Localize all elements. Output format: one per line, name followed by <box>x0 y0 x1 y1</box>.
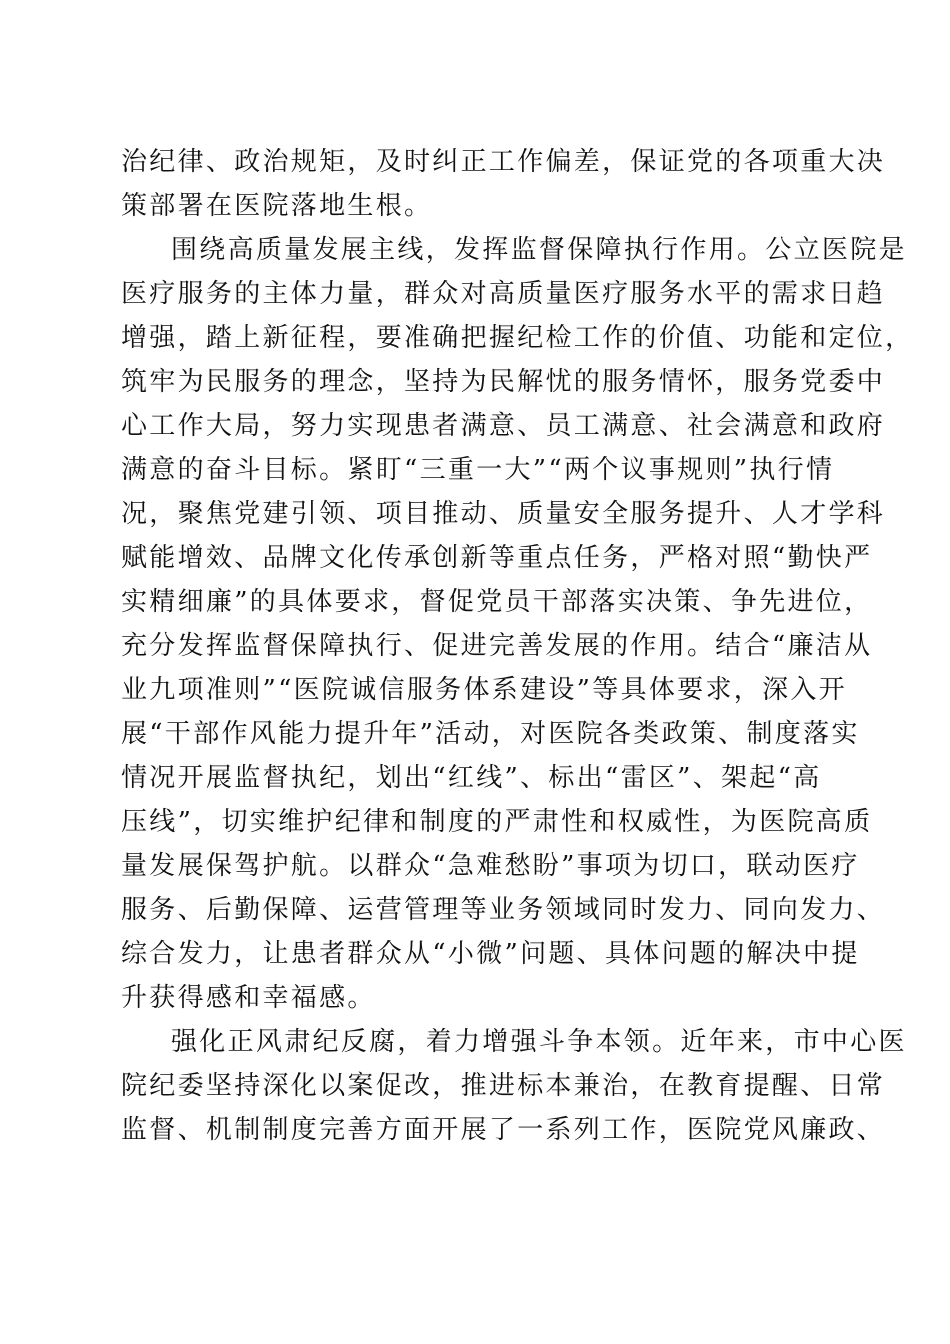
paragraph-first-line: 围绕高质量发展主线，发挥监督保障执行作用。公立医院是 <box>171 235 907 265</box>
text-line: 充分发挥监督保障执行、促进完善发展的作用。结合“廉洁从 <box>121 631 873 661</box>
text-line: 压线”，切实维护纪律和制度的严肃性和权威性，为医院高质 <box>121 807 873 837</box>
text-line: 业九项准则”“医院诚信服务体系建设”等具体要求，深入开 <box>121 675 847 705</box>
text-line: 满意的奋斗目标。紧盯“三重一大”“两个议事规则”执行情 <box>121 455 835 485</box>
text-line: 医疗服务的主体力量，群众对高质量医疗服务水平的需求日趋 <box>121 279 886 309</box>
text-line: 展“干部作风能力提升年”活动，对医院各类政策、制度落实 <box>121 719 860 749</box>
text-line: 策部署在医院落地生根。 <box>121 191 433 221</box>
paragraph-first-line: 强化正风肃纪反腐，着力增强斗争本领。近年来，市中心医 <box>171 1027 907 1057</box>
text-line: 赋能增效、品牌文化传承创新等重点任务，严格对照“勤快严 <box>121 543 873 573</box>
text-line: 升获得感和幸福感。 <box>121 983 376 1013</box>
text-line: 增强，踏上新征程，要准确把握纪检工作的价值、功能和定位， <box>121 323 914 353</box>
text-line: 实精细廉”的具体要求，督促党员干部落实决策、争先进位， <box>121 587 873 617</box>
text-line: 院纪委坚持深化以案促改，推进标本兼治，在教育提醒、日常 <box>121 1071 886 1101</box>
text-line: 情况开展监督执纪，划出“红线”、标出“雷区”、架起“高 <box>121 763 822 793</box>
text-line: 心工作大局，努力实现患者满意、员工满意、社会满意和政府 <box>121 411 886 441</box>
document-body <box>121 140 914 1152</box>
text-line: 况，聚焦党建引领、项目推动、质量安全服务提升、人才学科 <box>121 499 886 529</box>
text-line: 综合发力，让患者群众从“小微”问题、具体问题的解决中提 <box>121 939 860 969</box>
text-line: 量发展保驾护航。以群众“急难愁盼”事项为切口，联动医疗 <box>121 851 860 881</box>
text-line: 筑牢为民服务的理念，坚持为民解忧的服务情怀，服务党委中 <box>121 367 886 397</box>
text-line: 监督、机制制度完善方面开展了一系列工作，医院党风廉政、 <box>121 1115 886 1145</box>
text-line: 治纪律、政治规矩，及时纠正工作偏差，保证党的各项重大决 <box>121 147 886 177</box>
text-line: 服务、后勤保障、运营管理等业务领域同时发力、同向发力、 <box>121 895 886 925</box>
